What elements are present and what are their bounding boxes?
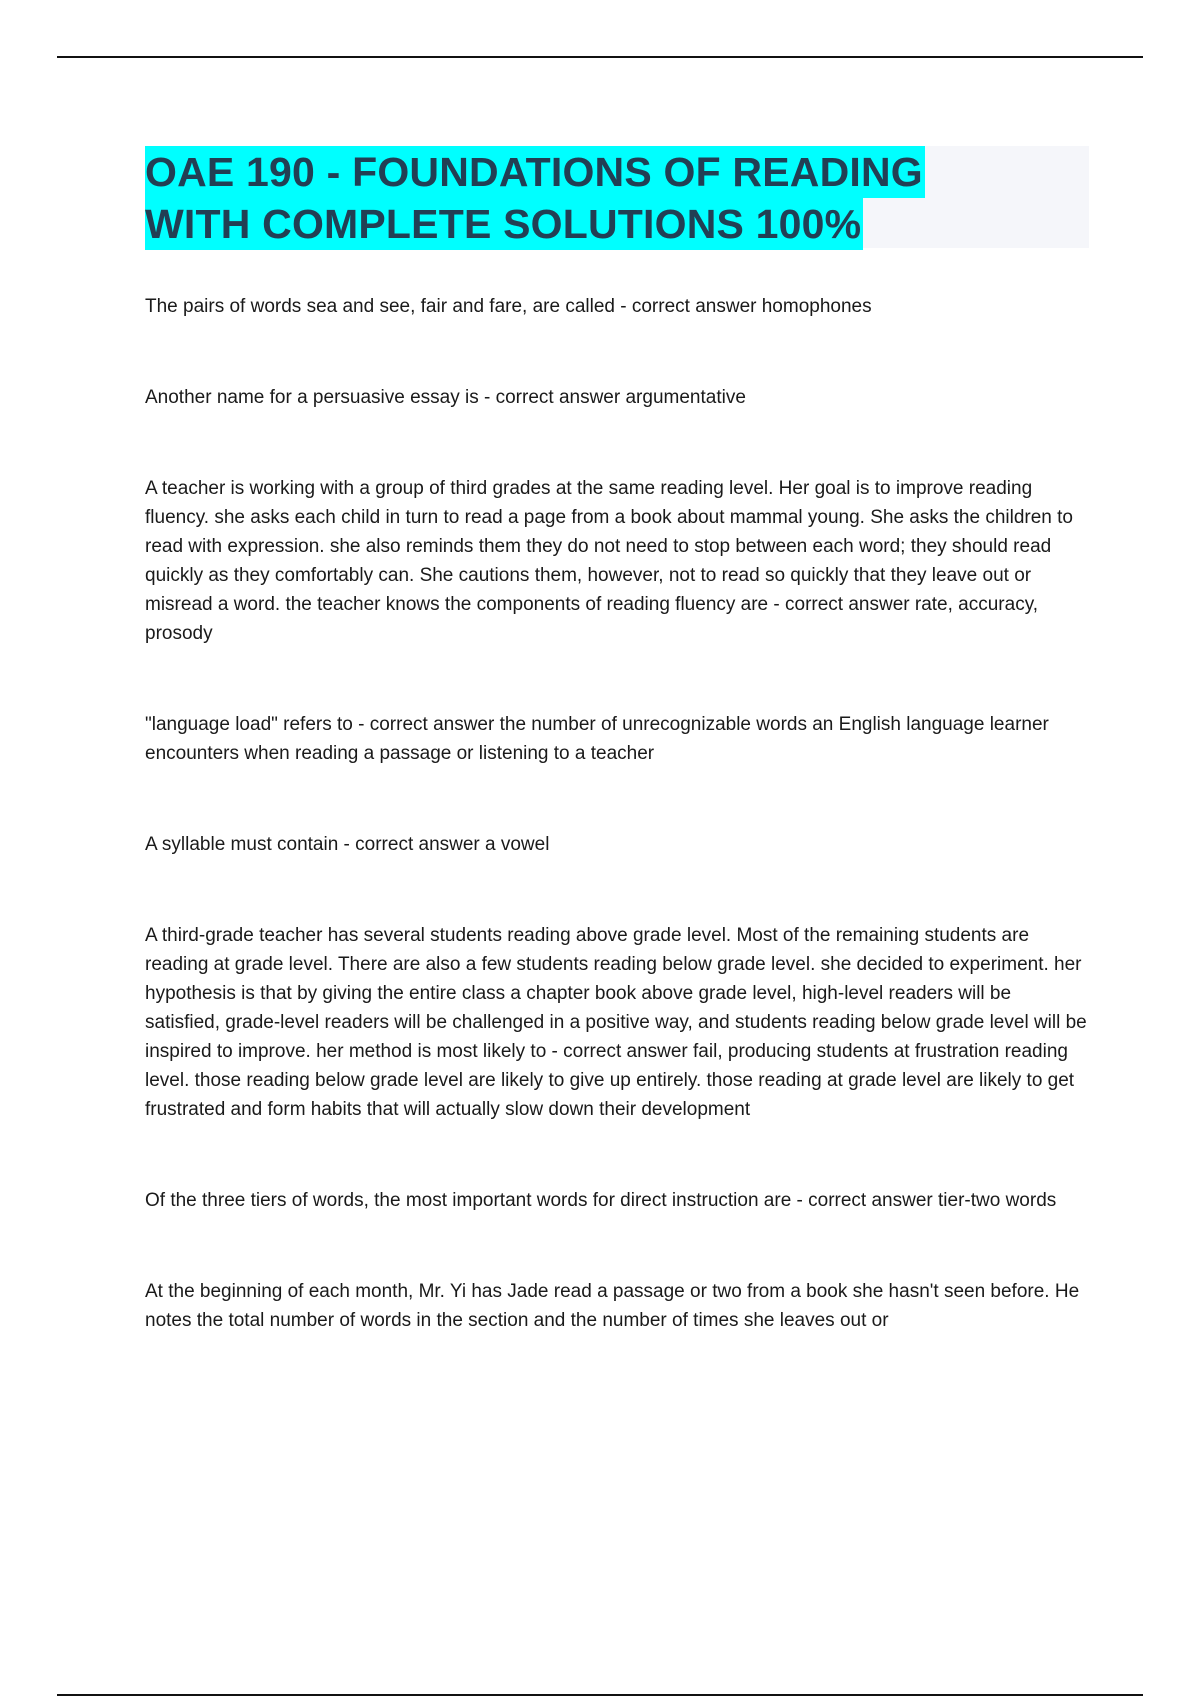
qa-entry: A teacher is working with a group of third grades at the same reading level. Her goal is to improve reading fluency. she asks each child in turn to read a page from a book about mammal young. She asks the children to read with expression. she also reminds them they do not need to stop between each word; they should read quickly as they comfortably can. She cautions them, however, not to read so quickly that they leave out or misread a word. the teacher knows the components of reading fluency are - correct answer rate, accuracy, prosody	[145, 478, 1074, 644]
qa-entry: A third-grade teacher has several students reading above grade level. Most of the remaining students are reading at grade level. There are also a few students reading below grade level. she decided to experiment. her hypothesis is that by giving the entire class a chapter book above grade level, high-level readers will be satisfied, grade-level readers will be challenged in a positive way, and students reading below grade level will be inspired to improve. her method is most likely to - correct answer fail, producing students at frustration reading level. those reading below grade level are likely to give up entirely. those reading at grade level are likely to get frustrated and form habits that will actually slow down their development	[145, 925, 1087, 1120]
qa-entry: The pairs of words sea and see, fair and fare, are called - correct answer homophones	[145, 296, 872, 317]
qa-entry: A syllable must contain - correct answer a vowel	[145, 834, 550, 855]
document-title-block	[145, 146, 1089, 248]
title-line: WITH COMPLETE SOLUTIONS 100%	[145, 198, 863, 250]
top-divider	[57, 56, 1143, 58]
bottom-divider	[57, 1694, 1143, 1696]
document-title	[145, 146, 1089, 250]
title-line: OAE 190 - FOUNDATIONS OF READING	[145, 146, 925, 198]
qa-entry: At the beginning of each month, Mr. Yi has Jade read a passage or two from a book she hasn't seen before. He notes the total number of words in the section and the number of times she leaves out or	[145, 1281, 1080, 1331]
qa-list	[145, 292, 1090, 1397]
qa-entry: Another name for a persuasive essay is - correct answer argumentative	[145, 387, 746, 408]
qa-entry: Of the three tiers of words, the most important words for direct instruction are - correct answer tier-two words	[145, 1190, 1057, 1211]
qa-entry: "language load" refers to - correct answer the number of unrecognizable words an English language learner encounters when reading a passage or listening to a teacher	[145, 714, 1049, 764]
